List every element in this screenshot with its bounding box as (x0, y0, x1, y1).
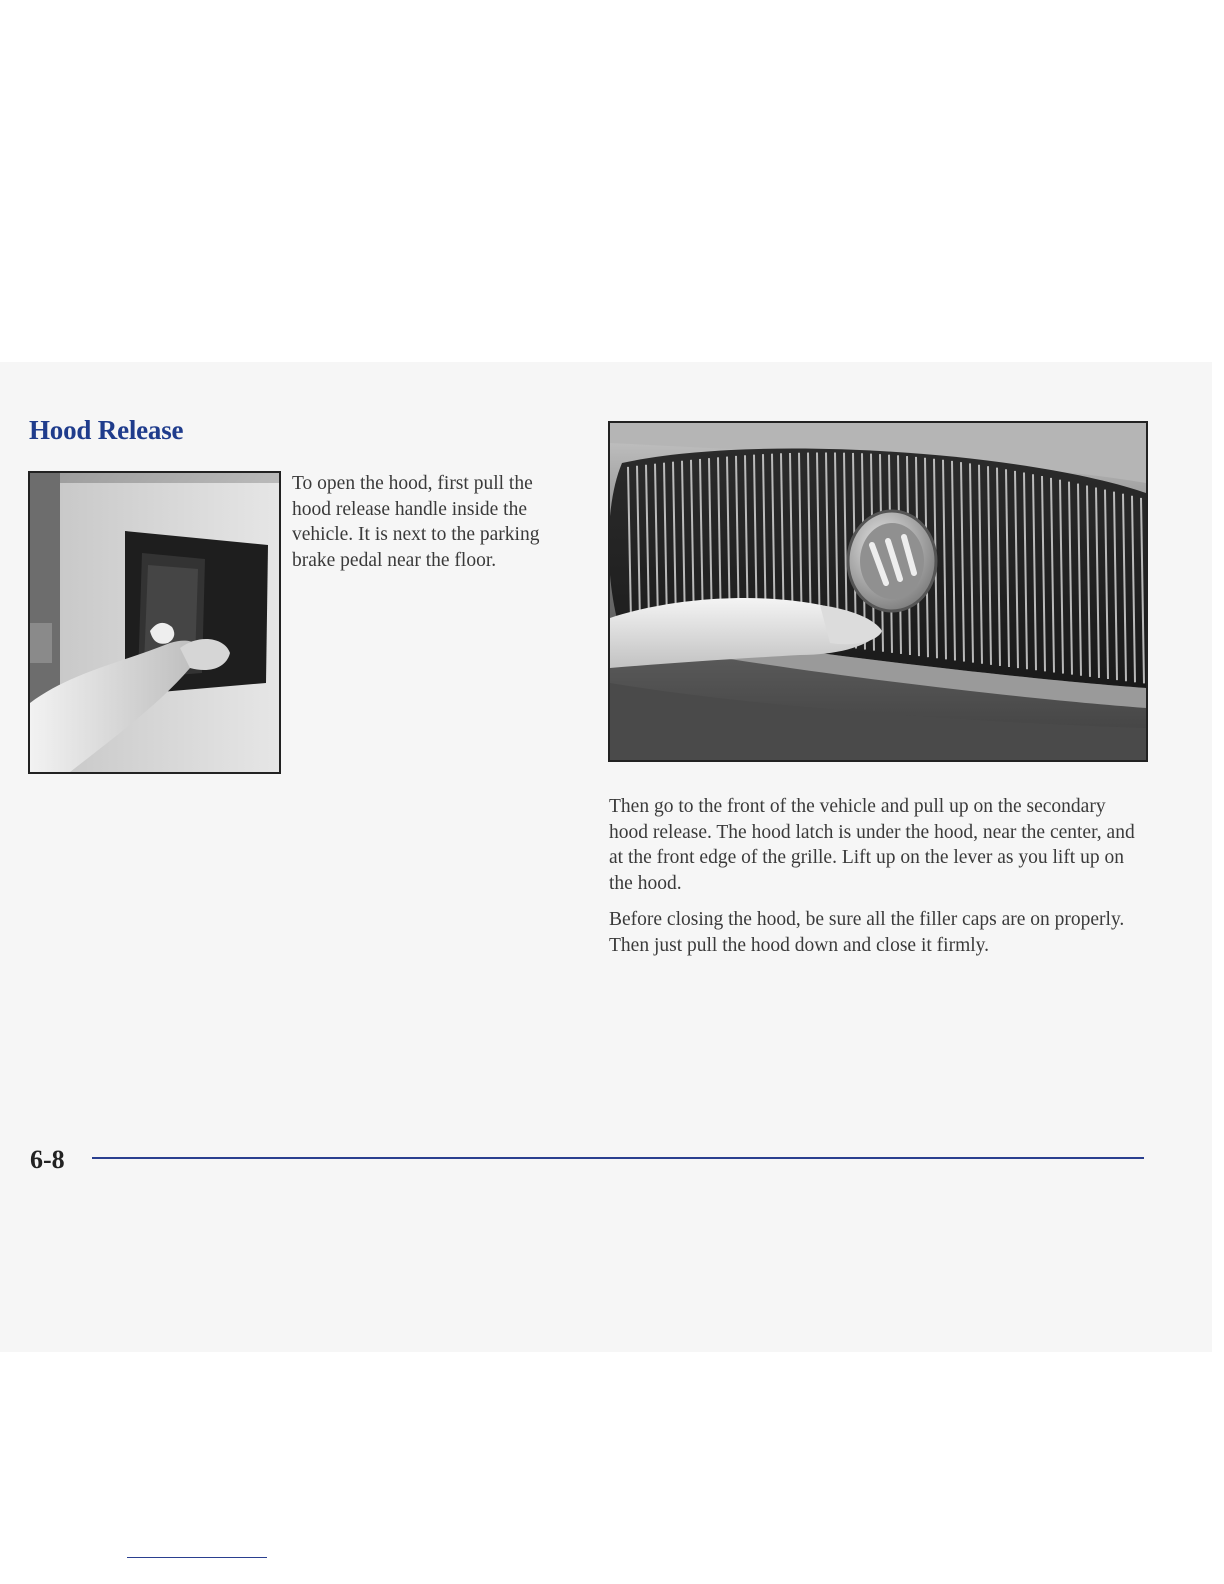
hood-release-handle-photo (28, 471, 281, 774)
page-number: 6-8 (30, 1145, 65, 1174)
section-title: Hood Release (29, 415, 184, 445)
front-grille-latch-photo (608, 421, 1148, 762)
intro-paragraph: To open the hood, first pull the hood release handle inside the vehicle. It is next to the parking brake pedal near the floor. (292, 473, 540, 571)
front-release-paragraph: Then go to the front of the vehicle and pull up on the secondary hood release. The hood latch is under the hood, near the center, and at the front edge of the grille. Lift up on the lever as you lift up on the hood. (609, 796, 1135, 894)
footer-rule (92, 1157, 1144, 1159)
closing-hood-paragraph: Before closing the hood, be sure all the filler caps are on properly. Then just pull the hood down and close it firmly. (609, 909, 1125, 956)
bottom-rule (127, 1557, 267, 1558)
